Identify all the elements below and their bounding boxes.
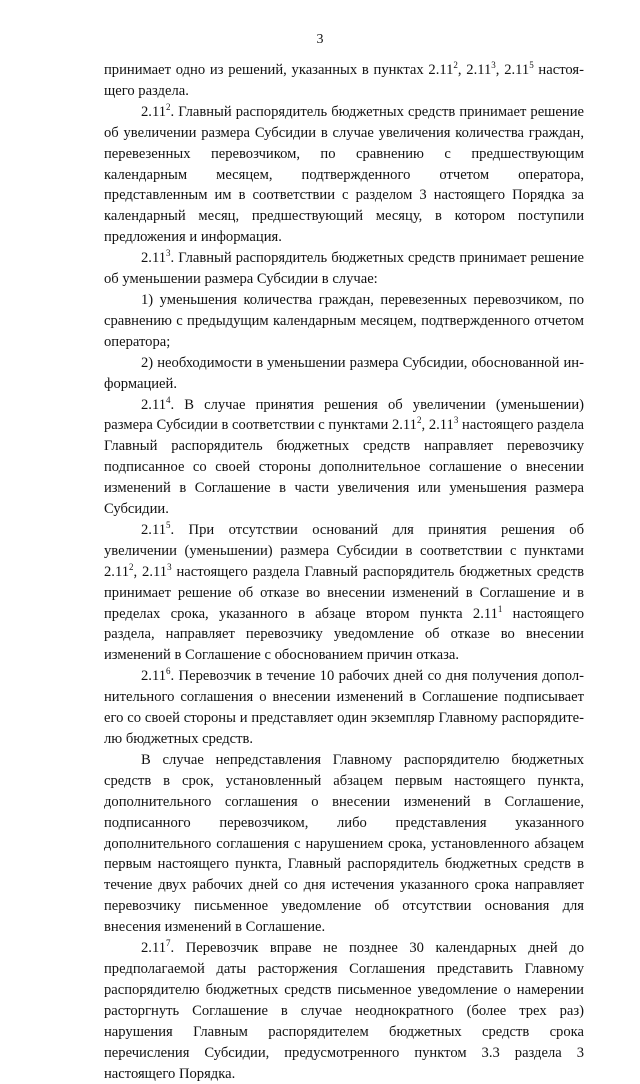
paragraph-2-11-3: 2.11$^3$. Главный распорядитель бюджетных средств принимает решение об уменьшении размера Субсидии в случае: xyxy=(104,248,584,288)
page-number: 3 xyxy=(316,32,324,47)
paragraph-continuation: принимает одно из решений, указанных в пунктах 2.11$^2$, 2.11$^3$, 2.11$^5$ настоящего раздела. xyxy=(104,60,584,99)
paragraph-2-11-4: 2.11$^4$. В случае принятия решения об увеличении (уменьшении) размера Субсидии в соответствии с пунктами 2.11$^2$, 2.11$^3$ настоящего раздела Главный распорядитель бюджетных средств направляет перевозчику подписанное со своей стороны дополнительное соглашение о внесении изменений в Соглашение в части увеличения или уменьшения размера Субсидии. xyxy=(104,394,584,518)
paragraph-2-11-5: 2.11$^5$. При отсутствии оснований для принятия решения об увеличении (уменьшении) размера Субсидии в соответствии с пунктами 2.11$^2$, 2.11$^3$ настоящего раздела Главный распорядитель бюджетных средств принимает решение об отказе во внесении изменений в Соглашение и в пределах срока, указанного в абзаце втором пункта 2.11$^1$ настоящего раздела, направляет перевозчику уведомление об отказе во внесении изменений в Соглашение с обоснованием причин отказа. xyxy=(104,519,584,664)
document-body xyxy=(104,60,584,1084)
paragraph-2-11-6: 2.11$^6$. Перевозчик в течение 10 рабочих дней со дня получения дополнительного соглашения о внесении изменений в Соглашение подписывает его со своей стороны и представляет один экземпляр Главному распорядителю бюджетных средств. xyxy=(104,666,584,747)
paragraph-2-11-7: 2.11$^7$. Перевозчик вправе не позднее 30 календарных дней до предполагаемой даты расторжения Соглашения представить Главному распорядителю бюджетных средств письменное уведомление о намерении расторгнуть Соглашение в случае неоднократного (более трех раз) нарушения Главным распорядителем бюджетных средств срока перечисления Субсидии, предусмотренного пунктом 3.3 раздела 3 настоящего Порядка. xyxy=(104,938,584,1082)
list-item-1: 1) уменьшения количества граждан, перевезенных перевозчиком, по сравнению с предыдущим календарным месяцем, подтвержденного отчетом оператора; xyxy=(104,291,584,350)
paragraph-2-11-2: 2.11$^2$. Главный распорядитель бюджетных средств принимает решение об увеличении размера Субсидии в случае увеличения количества граждан, перевезенных перевозчиком, по сравнению с предшествующим календарным месяцем, подтвержденного отчетом оператора, представленным им в соответствии с разделом 3 настоящего Порядка за календарный месяц, предшествующий месяцу, в котором поступили предложения и информация. xyxy=(104,101,584,246)
list-item-2: 2) необходимости в уменьшении размера Субсидии, обоснованной информацией. xyxy=(104,354,584,392)
paragraph-non-submission: В случае непредставления Главному распорядителю бюджетных средств в срок, установленный абзацем первым настоящего пункта, дополнительного соглашения о внесении изменений в Соглашение, подписанного перевозчиком, либо представления указанного дополнительного соглашения с нарушением срока, установленного абзацем первым настоящего пункта, Главный распорядитель бюджетных средств в течение двух рабочих дней со дня истечения указанного срока направляет перевозчику письменное уведомление об отсутствии основания для внесения изменений в Соглашение. xyxy=(104,751,584,936)
